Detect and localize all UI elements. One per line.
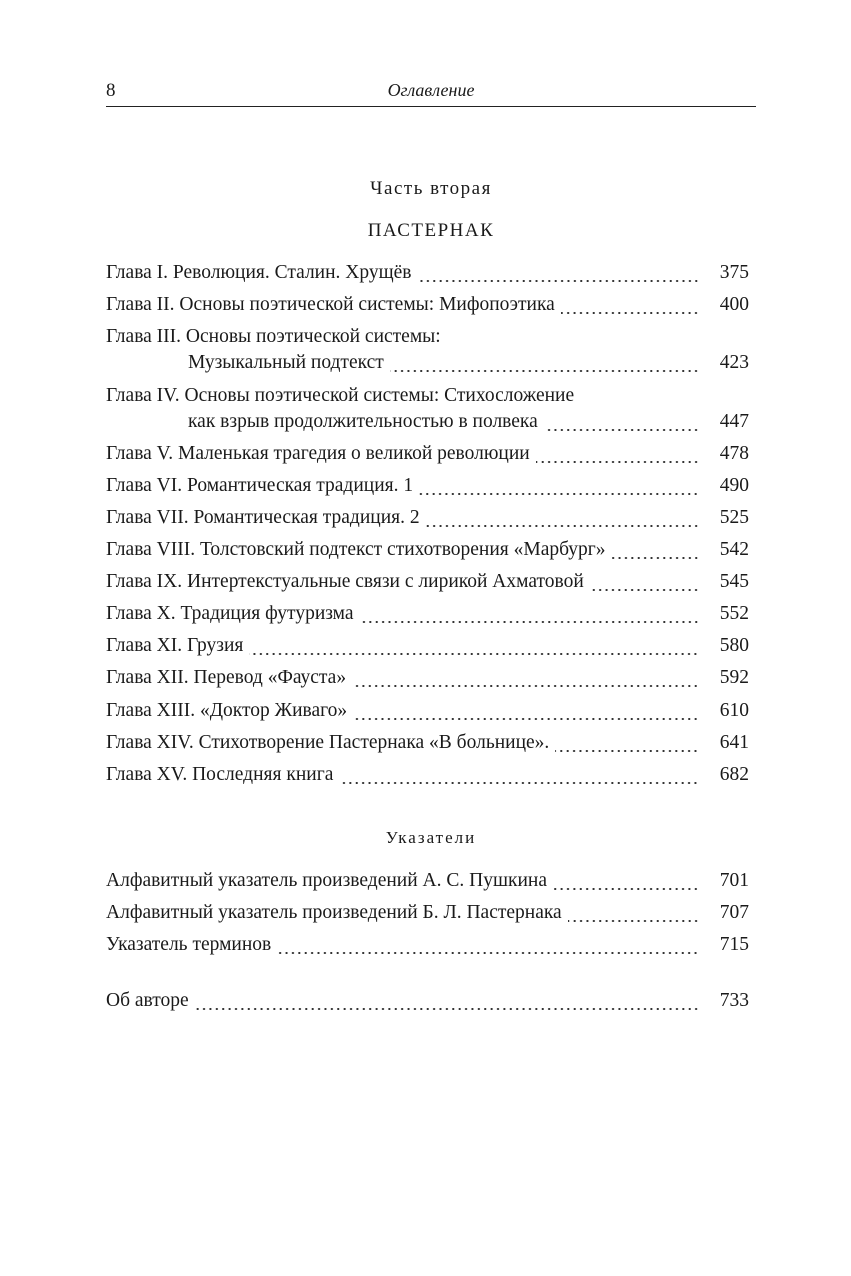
toc-entry-page: 610 <box>719 700 749 721</box>
toc-entry-title: Глава I. Революция. Сталин. Хрущёв <box>106 262 412 283</box>
toc-entry-title: Глава VII. Романтическая традиция. 2 <box>106 507 420 528</box>
toc-entry[interactable] <box>106 262 749 288</box>
toc-entry-title: Глава XV. Последняя книга <box>106 764 334 785</box>
toc-entry-title: Алфавитный указатель произведений Б. Л. Пастернака <box>106 902 562 923</box>
toc-entry-title: Глава IX. Интертекстуальные связи с лирикой Ахматовой <box>106 571 584 592</box>
toc-entry[interactable] <box>106 667 749 693</box>
toc-entry[interactable] <box>106 294 749 320</box>
toc-entry-page: 525 <box>719 507 749 528</box>
toc-entry[interactable] <box>106 990 749 1016</box>
toc-entry[interactable] <box>106 475 749 501</box>
toc-entry-title: как взрыв продолжительностью в полвека <box>188 411 538 432</box>
dot-leader <box>426 525 699 527</box>
toc-entry[interactable] <box>106 764 749 790</box>
part-label: Часть вторая <box>370 178 492 199</box>
dot-leader <box>555 750 699 752</box>
toc-entry-title: Указатель терминов <box>106 934 272 955</box>
toc-entry-page: 682 <box>719 764 749 785</box>
toc-entry[interactable] <box>106 902 749 928</box>
dot-leader <box>536 461 699 463</box>
toc-entry-page: 733 <box>719 990 749 1011</box>
toc-entry-page: 423 <box>719 352 749 373</box>
toc-entry-page: 592 <box>719 667 749 688</box>
dot-leader <box>418 280 699 282</box>
running-title: Оглавление <box>387 80 475 100</box>
running-header <box>106 78 756 107</box>
toc-entry[interactable] <box>188 352 749 378</box>
toc-entry-title-line1: Глава IV. Основы поэтической системы: Стихосложение <box>106 385 575 406</box>
toc-entry-title: Алфавитный указатель произведений А. С. Пушкина <box>106 870 547 891</box>
dot-leader <box>590 589 699 591</box>
toc-entry-page: 715 <box>719 934 749 955</box>
toc-entry-title: Глава XIV. Стихотворение Пастернака «В больнице». <box>106 732 550 753</box>
dot-leader <box>339 782 699 784</box>
toc-entry-page: 701 <box>719 870 749 891</box>
toc-entry-page: 542 <box>719 539 749 560</box>
toc-entry[interactable] <box>106 507 749 533</box>
toc-entry-title: Музыкальный подтекст <box>188 352 384 373</box>
toc-entry[interactable] <box>188 411 749 437</box>
toc-entry[interactable] <box>106 539 749 565</box>
toc-entry-title: Глава VI. Романтическая традиция. 1 <box>106 475 414 496</box>
toc-entry[interactable] <box>106 571 749 597</box>
toc-entry[interactable] <box>106 870 749 896</box>
toc-entry-page: 478 <box>719 443 749 464</box>
toc-entry-page: 375 <box>719 262 749 283</box>
toc-entry[interactable] <box>106 700 749 726</box>
dot-leader <box>277 952 699 954</box>
toc-entry-title: Глава V. Маленькая трагедия о великой революции <box>106 443 530 464</box>
toc-entry-title: Глава II. Основы поэтической системы: Мифопоэтика <box>106 294 555 315</box>
dot-leader <box>390 370 699 372</box>
toc-entry[interactable] <box>106 732 749 758</box>
part-title: ПАСТЕРНАК <box>367 220 495 241</box>
indexes-heading: Указатели <box>385 828 477 847</box>
toc-entry[interactable] <box>106 603 749 629</box>
toc-entry-page: 400 <box>719 294 749 315</box>
toc-entry-page: 490 <box>719 475 749 496</box>
dot-leader <box>352 685 699 687</box>
dot-leader <box>419 493 699 495</box>
toc-entry-title: Глава XI. Грузия <box>106 635 244 656</box>
dot-leader <box>561 312 699 314</box>
toc-entry-page: 707 <box>719 902 749 923</box>
toc-entry-page: 580 <box>719 635 749 656</box>
toc-entry-title: Глава X. Традиция футуризма <box>106 603 354 624</box>
dot-leader <box>553 888 699 890</box>
dot-leader <box>360 621 699 623</box>
toc-entry-title: Об авторе <box>106 990 189 1011</box>
toc-entry[interactable] <box>106 443 749 469</box>
dot-leader <box>568 920 699 922</box>
toc-entry-title: Глава VIII. Толстовский подтекст стихотворения «Марбург» <box>106 539 606 560</box>
toc-entry-title: Глава XII. Перевод «Фауста» <box>106 667 347 688</box>
dot-leader <box>612 557 699 559</box>
dot-leader <box>249 653 699 655</box>
toc-entry-page: 641 <box>719 732 749 753</box>
toc-entry-page: 545 <box>719 571 749 592</box>
dot-leader <box>353 718 699 720</box>
dot-leader <box>544 429 699 431</box>
toc-entry-page: 447 <box>719 411 749 432</box>
toc-entry[interactable] <box>106 934 749 960</box>
dot-leader <box>195 1008 699 1010</box>
toc-entry-page: 552 <box>719 603 749 624</box>
page-number: 8 <box>106 80 116 101</box>
toc-entry-title: Глава XIII. «Доктор Живаго» <box>106 700 348 721</box>
toc-entry-title-line1: Глава III. Основы поэтической системы: <box>106 326 441 347</box>
toc-entry[interactable] <box>106 635 749 661</box>
